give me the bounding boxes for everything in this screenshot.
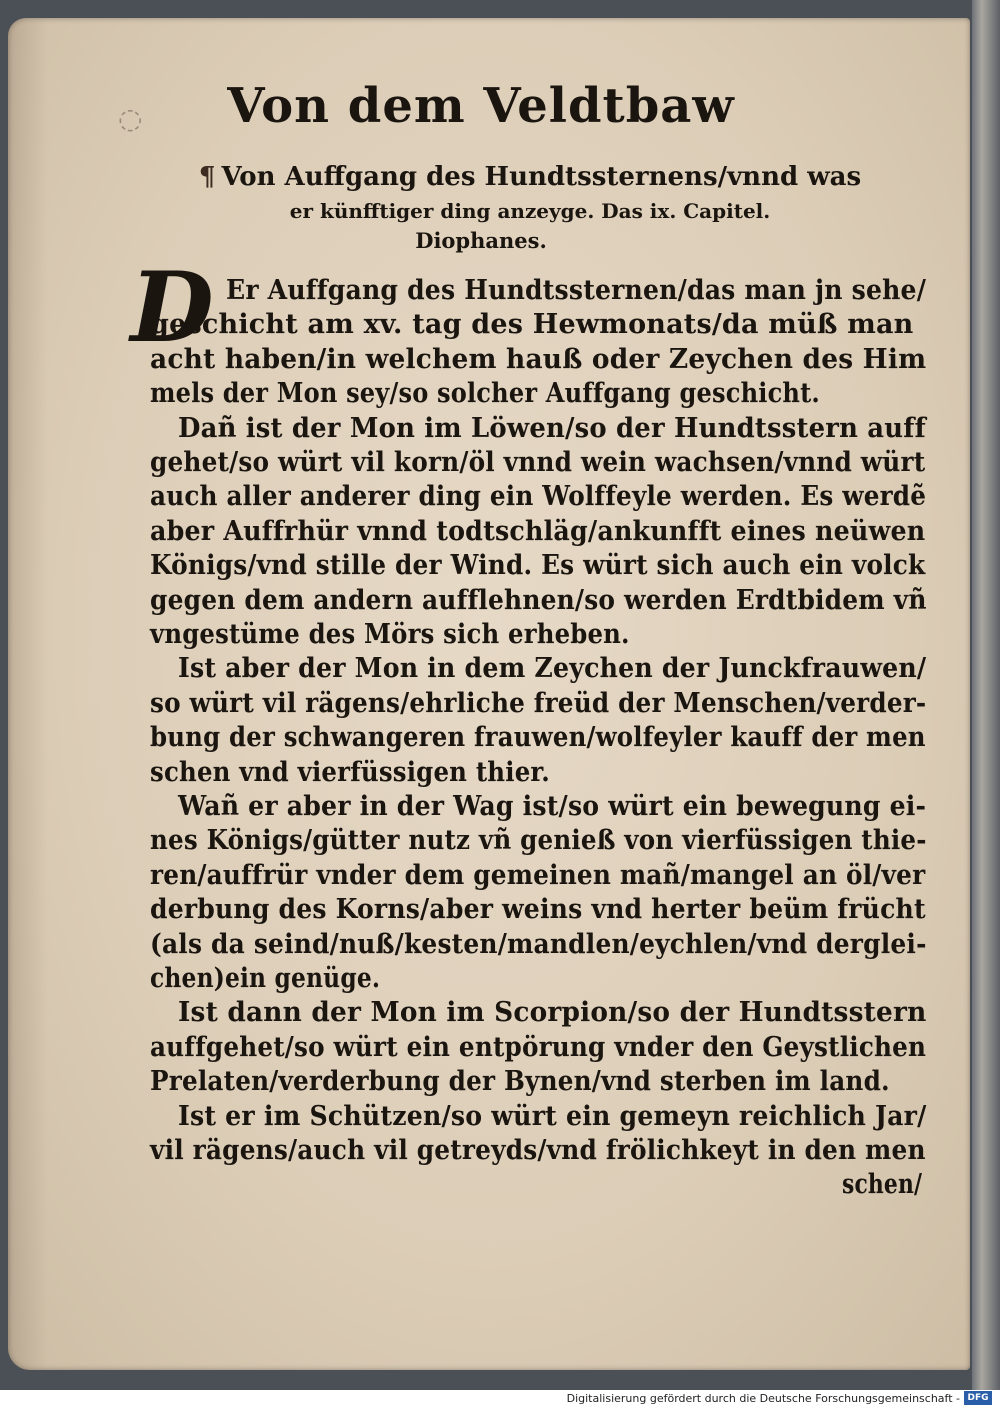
text-line: derbung des Korns/aber weins vnd herter beüm frücht bbox=[150, 894, 926, 926]
text-line: gehet/so würt vil korn/öl vnnd wein wachsen/vnnd würt bbox=[150, 447, 926, 478]
pilcrow-icon: ¶ bbox=[198, 162, 216, 192]
page-gutter-shadow bbox=[8, 18, 48, 1370]
text-line: chen)ein genüge. bbox=[150, 963, 381, 994]
text-line: schen/ bbox=[842, 1169, 923, 1201]
decorated-initial: D bbox=[130, 251, 214, 364]
text-line: Ist er im Schützen/so würt ein gemeyn reichlich Jar/ bbox=[178, 1100, 927, 1132]
text-line: bung der schwangeren frauwen/wolfeyler kauff der men bbox=[150, 722, 926, 754]
text-line: acht haben/in welchem hauß oder Zeychen des Him bbox=[150, 343, 927, 375]
text-line: schen vnd vierfüssigen thier. bbox=[150, 756, 550, 788]
chapter-title-line-2: er künfftiger ding anzeyge. Das ix. Capitel. bbox=[289, 199, 771, 223]
text-line: geschicht am xv. tag des Hewmonats/da müß man bbox=[150, 309, 914, 341]
dfg-logo: DFG bbox=[964, 1391, 992, 1405]
text-line: Er Auffgang des Hundtssternen/das man jn sehe/ bbox=[226, 275, 927, 306]
text-line: mels der Mon sey/so solcher Auffgang geschicht. bbox=[150, 378, 820, 410]
running-header: Von dem Veldtbaw bbox=[227, 78, 735, 134]
book-spine-edge bbox=[972, 0, 1000, 1390]
text-line: Ist dann der Mon im Scorpion/so der Hundtsstern bbox=[178, 997, 927, 1029]
text-line: (als da seind/nuß/kesten/mandlen/eychlen/vnd derglei- bbox=[150, 928, 927, 960]
text-line: auffgehet/so würt ein entpörung vnder den Geystlichen bbox=[150, 1031, 927, 1063]
text-line: ren/auffrür vnder dem gemeinen mañ/mangel an öl/ver bbox=[150, 859, 926, 891]
text-line: Dañ ist der Mon im Löwen/so der Hundtsstern auff bbox=[178, 412, 926, 444]
text-line: Ist aber der Mon in dem Zeychen der Junckfrauwen/ bbox=[178, 653, 927, 685]
text-line: aber Auffrhür vnnd todtschläg/ankunfft eines neüwen bbox=[150, 515, 926, 547]
footer-credit: Digitalisierung gefördert durch die Deutsche Forschungsgemeinschaft - bbox=[566, 1392, 960, 1405]
text-line: vil rägens/auch vil getreyds/vnd frölichkeyt in den men bbox=[150, 1135, 926, 1166]
text-line: vngestüme des Mörs sich erheben. bbox=[150, 619, 630, 650]
text-line: Prelaten/verderbung der Bynen/vnd sterben im land. bbox=[150, 1066, 890, 1098]
ink-smudge-icon: ◌ bbox=[118, 102, 143, 135]
chapter-title bbox=[150, 160, 910, 228]
author-name: Diophanes. bbox=[415, 228, 547, 253]
text-line: Königs/vnd stille der Wind. Es würt sich auch ein volck bbox=[150, 550, 926, 582]
text-line: gegen dem andern aufflehnen/so werden Erdtbidem vñ bbox=[150, 584, 927, 616]
text-line: auch aller anderer ding ein Wolffeyle werden. Es werdẽ bbox=[150, 481, 927, 513]
text-line: Wañ er aber in der Wag ist/so würt ein bewegung ei- bbox=[178, 791, 927, 822]
chapter-title-line-1: ¶ Von Auffgang des Hundtssternens/vnnd was bbox=[198, 162, 862, 192]
text-line: so würt vil rägens/ehrliche freüd der Menschen/verder- bbox=[150, 687, 927, 719]
text-line: nes Königs/gütter nutz vñ genieß von vierfüssigen thie- bbox=[150, 825, 927, 857]
